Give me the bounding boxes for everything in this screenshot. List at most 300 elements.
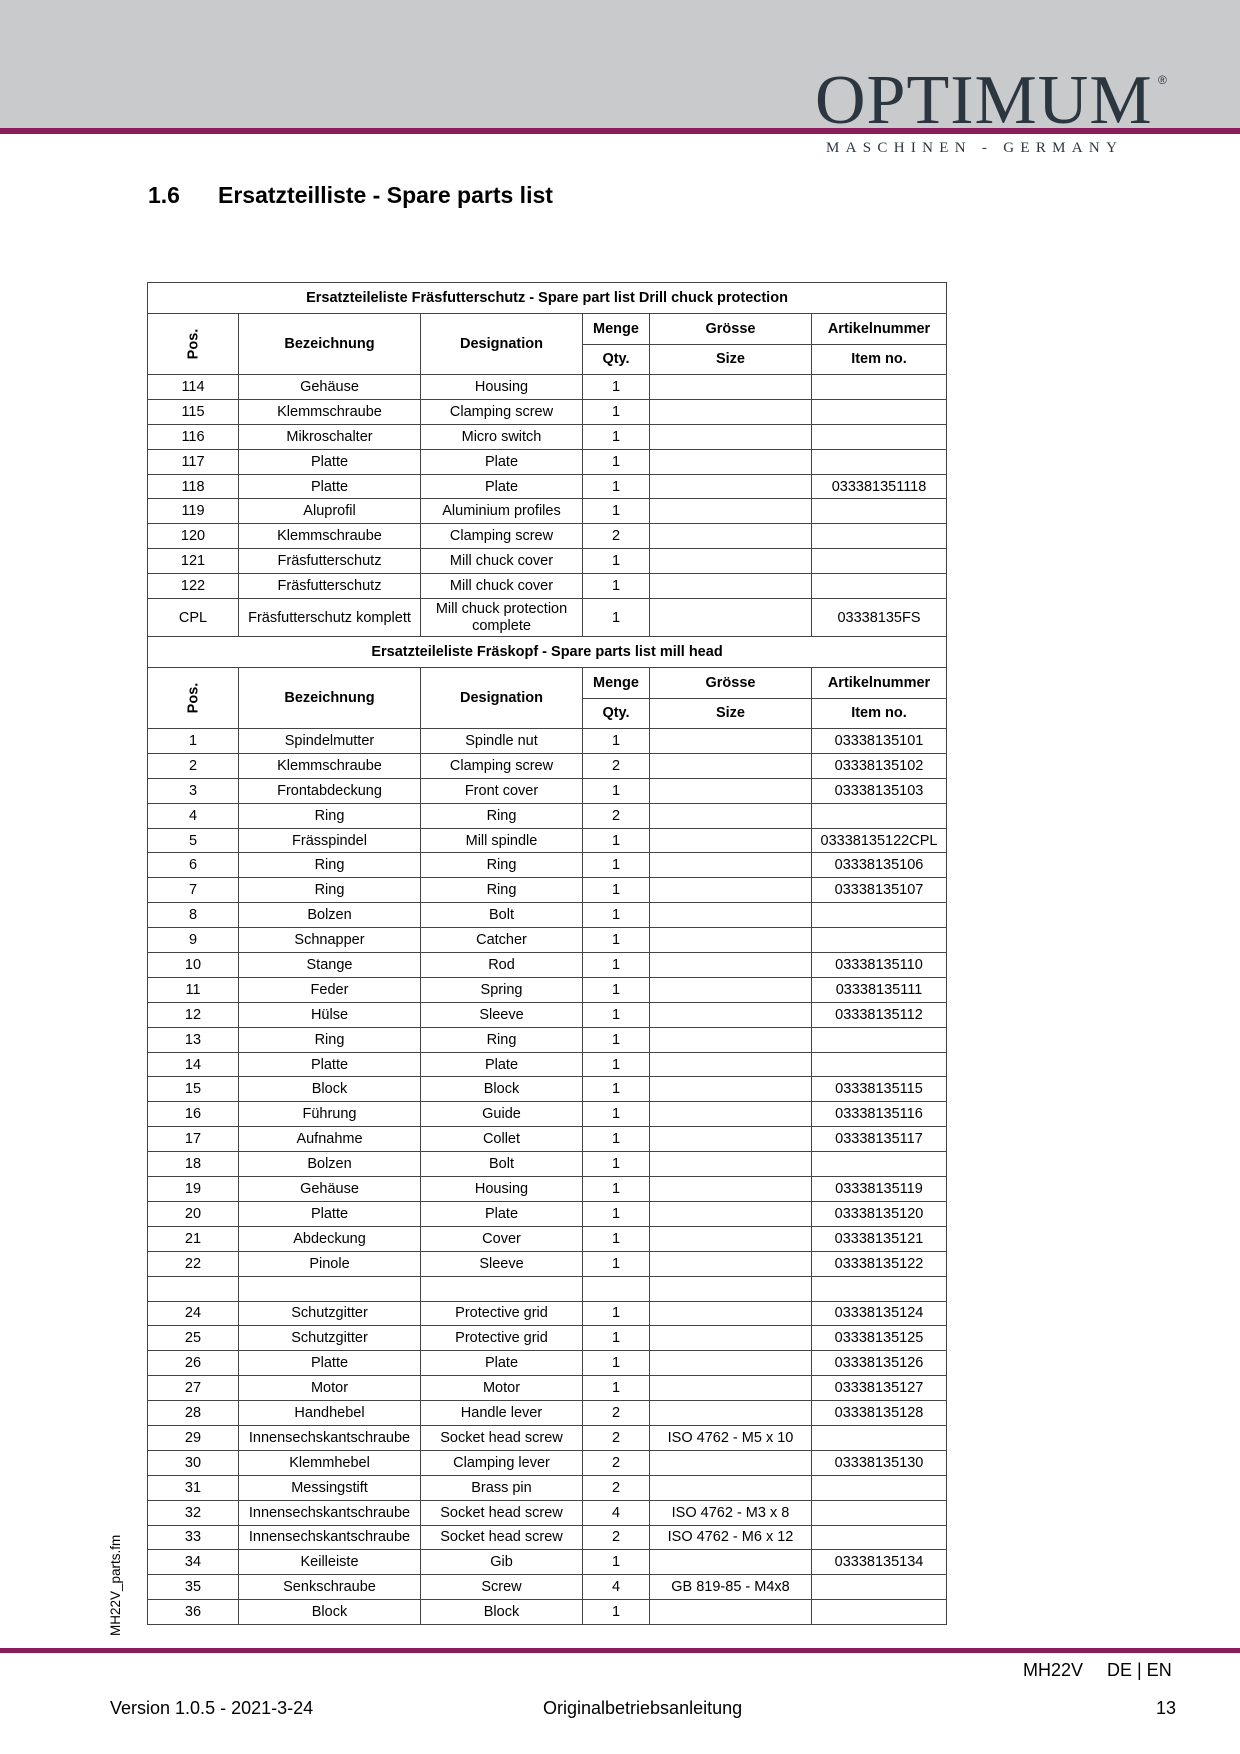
item-no-cell: 03338135134 [812, 1550, 947, 1575]
bezeichnung-cell: Ring [239, 853, 421, 878]
bezeichnung-cell: Block [239, 1600, 421, 1625]
item-no-cell [812, 1027, 947, 1052]
designation-cell: Plate [421, 1351, 583, 1376]
size-cell: ISO 4762 - M3 x 8 [650, 1500, 812, 1525]
file-name-label: MH22V_parts.fm [108, 1534, 123, 1636]
pos-cell: 118 [148, 474, 239, 499]
designation-cell: Front cover [421, 778, 583, 803]
pos-cell: 4 [148, 803, 239, 828]
pos-cell: 20 [148, 1201, 239, 1226]
qty-cell: 1 [583, 977, 650, 1002]
pos-cell: 22 [148, 1251, 239, 1276]
table-row [148, 599, 947, 637]
item-no-cell: 03338135111 [812, 977, 947, 1002]
qty-cell: 1 [583, 1027, 650, 1052]
item-no-cell [812, 1425, 947, 1450]
qty-header: Qty. [583, 344, 650, 375]
qty-cell: 4 [583, 1575, 650, 1600]
item-no-header: Item no. [812, 344, 947, 375]
registered-mark: ® [1158, 73, 1167, 87]
item-no-cell: 03338135101 [812, 729, 947, 754]
qty-cell: 1 [583, 1002, 650, 1027]
bezeichnung-cell: Frässpindel [239, 828, 421, 853]
table-row [148, 1177, 947, 1202]
designation-cell: Clamping screw [421, 524, 583, 549]
qty-cell: 2 [583, 753, 650, 778]
table-row [148, 549, 947, 574]
size-header: Size [650, 344, 812, 375]
table-row [148, 399, 947, 424]
pos-cell: 114 [148, 375, 239, 400]
designation-cell: Plate [421, 1201, 583, 1226]
size-cell [650, 1550, 812, 1575]
pos-cell: 9 [148, 928, 239, 953]
item-no-header: Item no. [812, 698, 947, 729]
size-cell [650, 424, 812, 449]
table-row [148, 729, 947, 754]
size-cell [650, 1376, 812, 1401]
designation-cell: Mill spindle [421, 828, 583, 853]
item-no-cell: 03338135128 [812, 1401, 947, 1426]
table-row [148, 375, 947, 400]
bezeichnung-cell: Bolzen [239, 1152, 421, 1177]
pos-cell: CPL [148, 599, 239, 637]
artikelnummer-header: Artikelnummer [812, 314, 947, 345]
pos-cell: 116 [148, 424, 239, 449]
designation-cell: Cover [421, 1226, 583, 1251]
qty-cell: 1 [583, 424, 650, 449]
item-no-cell: 03338135120 [812, 1201, 947, 1226]
size-cell [650, 1301, 812, 1326]
qty-cell: 1 [583, 499, 650, 524]
designation-cell: Sleeve [421, 1251, 583, 1276]
pos-cell: 29 [148, 1425, 239, 1450]
pos-cell: 119 [148, 499, 239, 524]
size-cell [650, 1251, 812, 1276]
size-cell [650, 1401, 812, 1426]
size-cell: ISO 4762 - M6 x 12 [650, 1525, 812, 1550]
size-cell [650, 474, 812, 499]
designation-header: Designation [421, 314, 583, 375]
table-row [148, 1401, 947, 1426]
pos-cell: 13 [148, 1027, 239, 1052]
size-cell [650, 449, 812, 474]
size-cell [650, 778, 812, 803]
qty-cell: 1 [583, 1102, 650, 1127]
qty-cell: 1 [583, 853, 650, 878]
table-row [148, 1450, 947, 1475]
item-no-cell: 033381351118 [812, 474, 947, 499]
item-no-cell: 03338135125 [812, 1326, 947, 1351]
size-cell [650, 1002, 812, 1027]
pos-cell: 120 [148, 524, 239, 549]
table-row [148, 828, 947, 853]
designation-cell: Collet [421, 1127, 583, 1152]
designation-cell: Socket head screw [421, 1500, 583, 1525]
designation-cell: Gib [421, 1550, 583, 1575]
item-no-cell [812, 549, 947, 574]
designation-cell: Housing [421, 1177, 583, 1202]
table-row [148, 1077, 947, 1102]
qty-cell: 2 [583, 1450, 650, 1475]
size-cell [650, 878, 812, 903]
qty-cell: 1 [583, 1052, 650, 1077]
size-cell [650, 803, 812, 828]
bezeichnung-cell: Schnapper [239, 928, 421, 953]
item-no-cell: 03338135102 [812, 753, 947, 778]
table-row [148, 1326, 947, 1351]
item-no-cell: 03338135124 [812, 1301, 947, 1326]
logo-tagline: MASCHINEN - GERMANY [826, 140, 1124, 156]
pos-cell: 21 [148, 1226, 239, 1251]
page-number: 13 [1156, 1698, 1177, 1718]
bezeichnung-cell: Klemmschraube [239, 753, 421, 778]
table-row [148, 1276, 947, 1301]
pos-cell: 1 [148, 729, 239, 754]
header-row [148, 668, 947, 699]
item-no-cell [812, 803, 947, 828]
bezeichnung-cell: Innensechskantschraube [239, 1525, 421, 1550]
item-no-cell [812, 499, 947, 524]
pos-cell: 121 [148, 549, 239, 574]
pos-cell: 122 [148, 574, 239, 599]
qty-cell: 4 [583, 1500, 650, 1525]
size-cell [650, 1152, 812, 1177]
designation-cell: Housing [421, 375, 583, 400]
size-header: Size [650, 698, 812, 729]
qty-cell: 2 [583, 1475, 650, 1500]
footer-version: Version 1.0.5 - 2021-3-24 [110, 1698, 314, 1718]
section-title-row [148, 637, 947, 668]
pos-cell: 30 [148, 1450, 239, 1475]
bezeichnung-cell: Platte [239, 1201, 421, 1226]
table-row [148, 524, 947, 549]
pos-cell: 115 [148, 399, 239, 424]
size-cell [650, 977, 812, 1002]
bezeichnung-cell: Fräsfutterschutz komplett [239, 599, 421, 637]
table-row [148, 1027, 947, 1052]
table-row [148, 1500, 947, 1525]
groesse-header: Grösse [650, 668, 812, 699]
size-cell [650, 1077, 812, 1102]
size-cell [650, 1276, 812, 1301]
size-cell [650, 1450, 812, 1475]
table-row [148, 424, 947, 449]
qty-cell: 1 [583, 1077, 650, 1102]
designation-cell: Ring [421, 878, 583, 903]
qty-cell: 1 [583, 399, 650, 424]
table-row [148, 803, 947, 828]
designation-cell: Bolt [421, 903, 583, 928]
size-cell [650, 753, 812, 778]
bezeichnung-cell: Gehäuse [239, 375, 421, 400]
pos-header-label: Pos. [185, 328, 201, 360]
pos-cell: 11 [148, 977, 239, 1002]
pos-cell: 35 [148, 1575, 239, 1600]
section-title: Ersatzteilliste - Spare parts list [218, 182, 553, 208]
qty-header: Qty. [583, 698, 650, 729]
item-no-cell [812, 375, 947, 400]
table-row [148, 1525, 947, 1550]
pos-cell: 7 [148, 878, 239, 903]
item-no-cell: 03338135103 [812, 778, 947, 803]
item-no-cell [812, 399, 947, 424]
qty-cell: 1 [583, 729, 650, 754]
item-no-cell: 03338135127 [812, 1376, 947, 1401]
size-cell [650, 1127, 812, 1152]
table-row [148, 753, 947, 778]
bezeichnung-cell: Aufnahme [239, 1127, 421, 1152]
qty-cell: 1 [583, 574, 650, 599]
pos-cell: 33 [148, 1525, 239, 1550]
designation-cell: Sleeve [421, 1002, 583, 1027]
qty-cell: 1 [583, 778, 650, 803]
bezeichnung-cell: Platte [239, 474, 421, 499]
item-no-cell: 03338135116 [812, 1102, 947, 1127]
qty-cell: 1 [583, 1152, 650, 1177]
bezeichnung-cell: Stange [239, 953, 421, 978]
footer-language: DE | EN [1107, 1660, 1172, 1680]
item-no-cell: 03338135130 [812, 1450, 947, 1475]
item-no-cell [812, 1276, 947, 1301]
designation-cell: Mill chuck protection complete [421, 599, 583, 637]
menge-header: Menge [583, 314, 650, 345]
qty-cell: 1 [583, 1376, 650, 1401]
pos-cell: 17 [148, 1127, 239, 1152]
bezeichnung-cell: Messingstift [239, 1475, 421, 1500]
table-row [148, 977, 947, 1002]
qty-cell: 1 [583, 599, 650, 637]
pos-cell: 26 [148, 1351, 239, 1376]
qty-cell: 1 [583, 1127, 650, 1152]
size-cell [650, 549, 812, 574]
pos-cell: 27 [148, 1376, 239, 1401]
table-row [148, 878, 947, 903]
item-no-cell: 03338135112 [812, 1002, 947, 1027]
bezeichnung-cell: Abdeckung [239, 1226, 421, 1251]
designation-cell: Motor [421, 1376, 583, 1401]
table-row [148, 953, 947, 978]
pos-header [148, 668, 239, 729]
qty-cell: 1 [583, 1550, 650, 1575]
bezeichnung-cell: Bolzen [239, 903, 421, 928]
size-cell [650, 524, 812, 549]
pos-header-label: Pos. [185, 682, 201, 714]
size-cell [650, 574, 812, 599]
designation-cell: Rod [421, 953, 583, 978]
item-no-cell: 03338135119 [812, 1177, 947, 1202]
designation-cell: Ring [421, 853, 583, 878]
item-no-cell [812, 424, 947, 449]
pos-cell: 16 [148, 1102, 239, 1127]
designation-cell: Plate [421, 474, 583, 499]
size-cell [650, 853, 812, 878]
item-no-cell: 03338135117 [812, 1127, 947, 1152]
bezeichnung-cell: Frontabdeckung [239, 778, 421, 803]
table-row [148, 1301, 947, 1326]
designation-cell: Spindle nut [421, 729, 583, 754]
table-row [148, 853, 947, 878]
qty-cell: 2 [583, 1525, 650, 1550]
qty-cell: 2 [583, 524, 650, 549]
qty-cell: 2 [583, 1425, 650, 1450]
size-cell [650, 1226, 812, 1251]
pos-cell [148, 1276, 239, 1301]
pos-cell: 19 [148, 1177, 239, 1202]
item-no-cell [812, 928, 947, 953]
qty-cell: 1 [583, 1226, 650, 1251]
bezeichnung-cell: Handhebel [239, 1401, 421, 1426]
table-row [148, 1575, 947, 1600]
size-cell [650, 903, 812, 928]
table-row [148, 1127, 947, 1152]
bezeichnung-cell: Klemmhebel [239, 1450, 421, 1475]
bezeichnung-header: Bezeichnung [239, 314, 421, 375]
bezeichnung-cell: Platte [239, 1351, 421, 1376]
bezeichnung-cell: Schutzgitter [239, 1301, 421, 1326]
designation-cell: Protective grid [421, 1326, 583, 1351]
pos-cell: 8 [148, 903, 239, 928]
pos-header [148, 314, 239, 375]
table-row [148, 1201, 947, 1226]
designation-cell [421, 1276, 583, 1301]
table-row [148, 1600, 947, 1625]
designation-cell: Ring [421, 803, 583, 828]
bezeichnung-cell: Fräsfutterschutz [239, 549, 421, 574]
item-no-cell [812, 903, 947, 928]
table-row [148, 1376, 947, 1401]
item-no-cell [812, 524, 947, 549]
bezeichnung-header: Bezeichnung [239, 668, 421, 729]
pos-cell: 28 [148, 1401, 239, 1426]
qty-cell [583, 1276, 650, 1301]
item-no-cell: 03338135115 [812, 1077, 947, 1102]
size-cell [650, 1201, 812, 1226]
table-row [148, 1152, 947, 1177]
section-title-cell: Ersatzteileliste Fräskopf - Spare parts list mill head [148, 637, 947, 668]
bezeichnung-cell: Schutzgitter [239, 1326, 421, 1351]
table-row [148, 1052, 947, 1077]
bezeichnung-cell: Innensechskantschraube [239, 1500, 421, 1525]
bezeichnung-cell: Klemmschraube [239, 524, 421, 549]
qty-cell: 1 [583, 1326, 650, 1351]
bezeichnung-cell: Gehäuse [239, 1177, 421, 1202]
table-row [148, 778, 947, 803]
size-cell [650, 1027, 812, 1052]
pos-cell: 32 [148, 1500, 239, 1525]
designation-cell: Clamping screw [421, 399, 583, 424]
qty-cell: 1 [583, 953, 650, 978]
item-no-cell: 03338135122 [812, 1251, 947, 1276]
designation-cell: Bolt [421, 1152, 583, 1177]
pos-cell: 117 [148, 449, 239, 474]
item-no-cell [812, 1475, 947, 1500]
designation-cell: Protective grid [421, 1301, 583, 1326]
qty-cell: 1 [583, 1301, 650, 1326]
qty-cell: 1 [583, 1251, 650, 1276]
bezeichnung-cell: Feder [239, 977, 421, 1002]
bezeichnung-cell: Ring [239, 878, 421, 903]
pos-cell: 36 [148, 1600, 239, 1625]
designation-cell: Brass pin [421, 1475, 583, 1500]
bezeichnung-cell: Senkschraube [239, 1575, 421, 1600]
designation-cell: Spring [421, 977, 583, 1002]
optimum-logo: OPTIMUM [815, 62, 1153, 139]
designation-cell: Block [421, 1077, 583, 1102]
item-no-cell [812, 574, 947, 599]
section-title-cell: Ersatzteileliste Fräsfutterschutz - Spare part list Drill chuck protection [148, 283, 947, 314]
bezeichnung-cell: Aluprofil [239, 499, 421, 524]
item-no-cell [812, 1525, 947, 1550]
bezeichnung-cell: Hülse [239, 1002, 421, 1027]
qty-cell: 1 [583, 928, 650, 953]
table-row [148, 1226, 947, 1251]
item-no-cell: 03338135122CPL [812, 828, 947, 853]
qty-cell: 1 [583, 1177, 650, 1202]
designation-cell: Handle lever [421, 1401, 583, 1426]
designation-cell: Socket head screw [421, 1525, 583, 1550]
table-row [148, 1425, 947, 1450]
pos-cell: 12 [148, 1002, 239, 1027]
item-no-cell: 03338135107 [812, 878, 947, 903]
designation-cell: Clamping screw [421, 753, 583, 778]
table-row [148, 474, 947, 499]
table-row [148, 449, 947, 474]
bezeichnung-cell: Fräsfutterschutz [239, 574, 421, 599]
qty-cell: 1 [583, 878, 650, 903]
item-no-cell [812, 1500, 947, 1525]
designation-cell: Catcher [421, 928, 583, 953]
qty-cell: 1 [583, 1201, 650, 1226]
table-row [148, 499, 947, 524]
item-no-cell: 03338135106 [812, 853, 947, 878]
item-no-cell: 03338135126 [812, 1351, 947, 1376]
qty-cell: 1 [583, 549, 650, 574]
designation-cell: Block [421, 1600, 583, 1625]
bezeichnung-cell: Block [239, 1077, 421, 1102]
table-row [148, 928, 947, 953]
size-cell [650, 1326, 812, 1351]
table-row [148, 1251, 947, 1276]
qty-cell: 1 [583, 474, 650, 499]
designation-cell: Plate [421, 1052, 583, 1077]
table-row [148, 574, 947, 599]
table-row [148, 1351, 947, 1376]
qty-cell: 2 [583, 1401, 650, 1426]
designation-cell: Guide [421, 1102, 583, 1127]
designation-cell: Ring [421, 1027, 583, 1052]
item-no-cell: 03338135121 [812, 1226, 947, 1251]
pos-cell: 6 [148, 853, 239, 878]
designation-cell: Aluminium profiles [421, 499, 583, 524]
table-row [148, 1550, 947, 1575]
size-cell [650, 1177, 812, 1202]
pos-cell: 34 [148, 1550, 239, 1575]
designation-cell: Clamping lever [421, 1450, 583, 1475]
pos-cell: 14 [148, 1052, 239, 1077]
item-no-cell [812, 1052, 947, 1077]
size-cell [650, 1600, 812, 1625]
pos-cell: 2 [148, 753, 239, 778]
qty-cell: 1 [583, 1600, 650, 1625]
footer-doc-type: Originalbetriebsanleitung [543, 1698, 743, 1718]
artikelnummer-header: Artikelnummer [812, 668, 947, 699]
qty-cell: 2 [583, 803, 650, 828]
designation-cell: Socket head screw [421, 1425, 583, 1450]
spare-parts-table [147, 282, 947, 1625]
bezeichnung-cell: Ring [239, 1027, 421, 1052]
bezeichnung-cell: Mikroschalter [239, 424, 421, 449]
